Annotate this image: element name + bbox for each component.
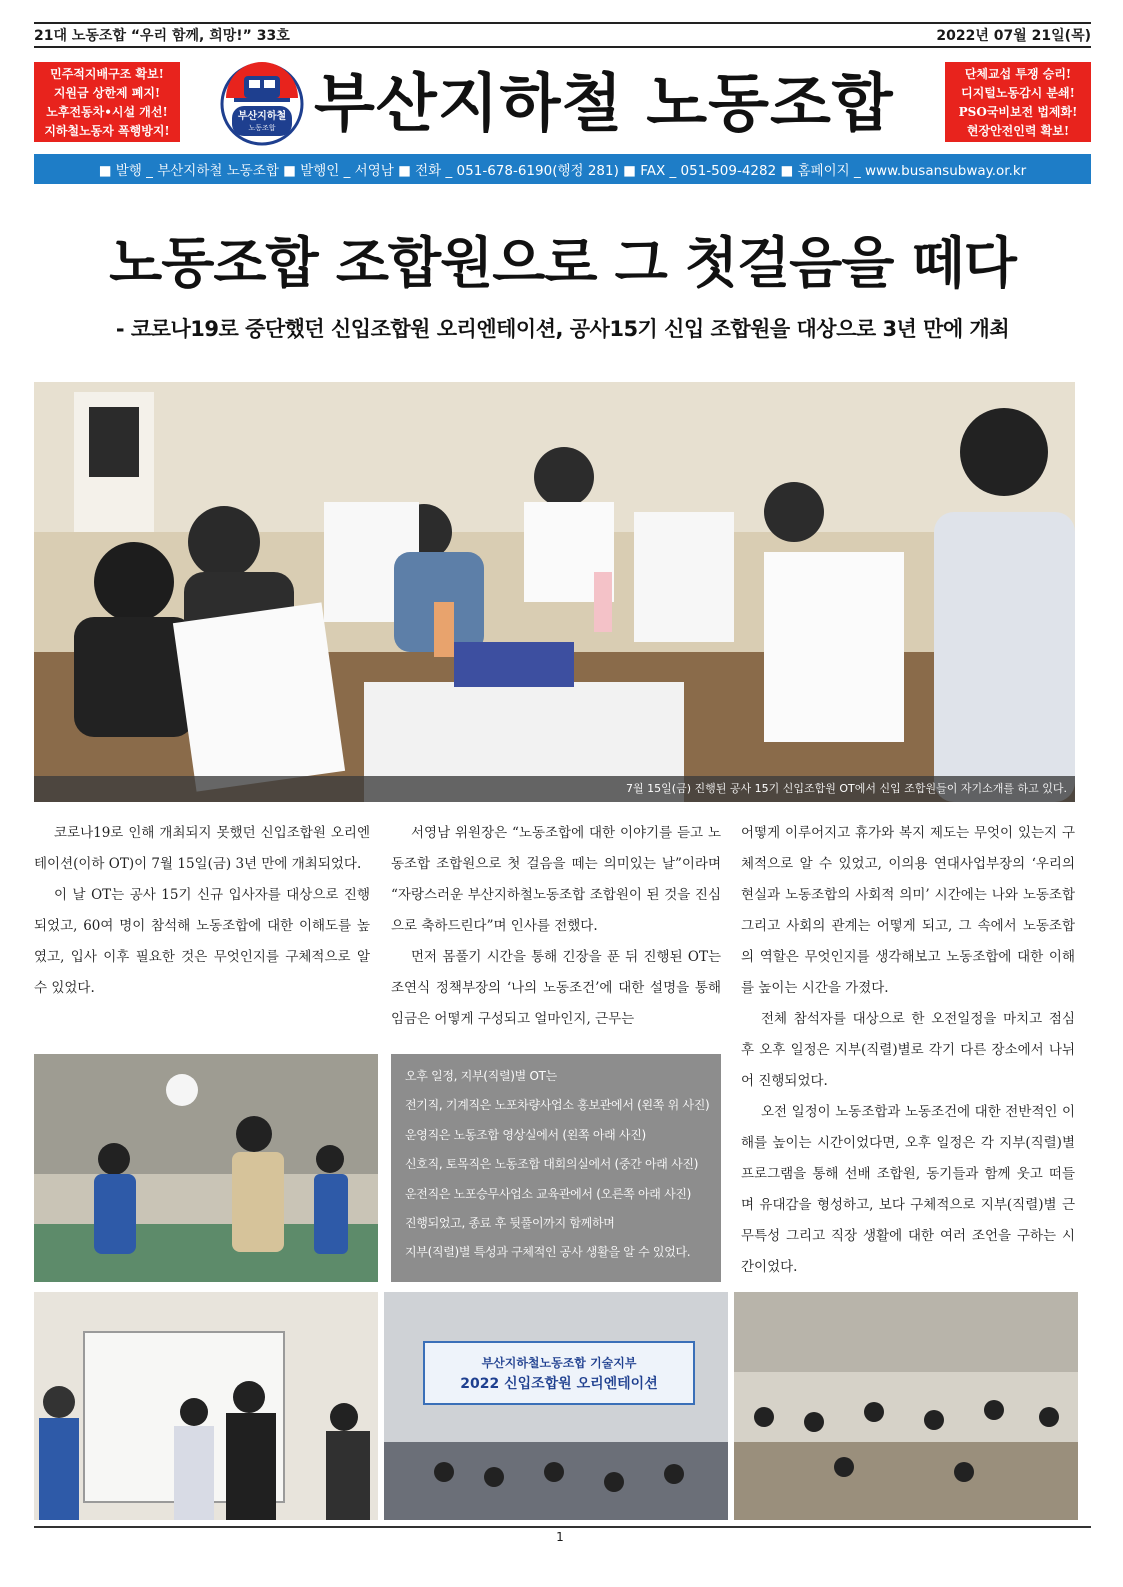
paragraph: 전체 참석자를 대상으로 한 오전일정을 마치고 점심 후 오후 일정은 지부(직렬)별로 각기 다른 장소에서 나뉘어 진행되었다. [741, 1011, 1075, 1089]
slogan: 현장안전인력 확보! [966, 124, 1070, 138]
schedule-line: 운전직은 노포승무사업소 교육관에서 (오른쪽 아래 사진) [405, 1186, 692, 1201]
footer-rule [34, 1526, 1091, 1528]
slogan: 지하철노동자 폭행방지! [44, 124, 170, 138]
photo-image [384, 1292, 728, 1520]
banner-line-1: 부산지하철노동조합 기술지부 [481, 1356, 637, 1370]
paragraph: 오전 일정이 노동조합과 노동조건에 대한 전반적인 이해를 높이는 시간이었다면, 오후 일정은 각 지부(직렬)별 프로그램을 통해 선배 조합원, 동기들과 함께 웃고 떠들며 유대감을 형성하고, 보다 구체적으로 지부(직렬)별 근무특성 그리고 직장 생활에 대한 여러 조언을 구하는 시간이었다. [741, 1104, 1075, 1275]
issue-line [34, 22, 1091, 48]
schedule-line: 신호직, 토목직은 노동조합 대회의실에서 (중간 아래 사진) [405, 1157, 699, 1172]
right-slogan-box [945, 62, 1091, 142]
union-logo-icon [220, 62, 304, 146]
main-photo [34, 382, 1075, 802]
photo-driving [734, 1292, 1078, 1520]
photo-image [34, 1054, 378, 1282]
photo-signal-civil [384, 1292, 728, 1520]
issue-number: 21대 노동조합 “우리 함께, 희망!” 33호 [34, 28, 290, 44]
afternoon-schedule-box [391, 1054, 721, 1282]
schedule-line: 운영직은 노동조합 영상실에서 (왼쪽 아래 사진) [405, 1127, 646, 1142]
publisher-info-bar: ■ 발행 _ 부산지하철 노동조합 ■ 발행인 _ 서영남 ■ 전화 _ 051-678-6190(행정 281) ■ FAX _ 051-509-4282 ■ 홈페이지 _ www.busansubway.or.kr [34, 154, 1091, 184]
left-slogan-box [34, 62, 180, 142]
article-subhead: - 코로나19로 중단했던 신입조합원 오리엔테이션, 공사15기 신입 조합원을 대상으로 3년 만에 개최 [115, 317, 1010, 341]
schedule-line: 오후 일정, 지부(직렬)별 OT는 [405, 1069, 557, 1083]
paragraph: 어떻게 이루어지고 휴가와 복지 제도는 무엇이 있는지 구체적으로 알 수 있었고, 이의용 연대사업부장의 ‘우리의 현실과 노동조합의 사회적 의미’ 시간에는 나와 노동조합 그리고 사회의 관계는 어떻게 되고, 그 속에서 노동조합의 역할은 무엇인지를 생각해보고 노동조합에 대한 이해를 높이는 시간을 가졌다. [741, 825, 1075, 996]
slogan: 노후전동차•시설 개선! [46, 105, 168, 119]
slogan: PSO국비보전 법제화! [958, 105, 1078, 119]
issue-date: 2022년 07월 21일(목) [936, 28, 1091, 44]
paragraph: 코로나19로 인해 개최되지 못했던 신입조합원 오리엔테이션(이하 OT)이 7월 15일(금) 3년 만에 개최되었다. [34, 825, 370, 872]
logo-text: 부산지하철 [237, 111, 287, 122]
main-photo-caption: 7월 15일(금) 진행된 공사 15기 신입조합원 OT에서 신입 조합원들이 자기소개를 하고 있다. [34, 776, 1075, 802]
photo-electric-mechanical [34, 1054, 378, 1282]
schedule-line: 진행되었고, 종료 후 뒷풀이까지 함께하며 [405, 1216, 615, 1231]
paragraph: 서영남 위원장은 “노동조합에 대한 이야기를 듣고 노동조합 조합원으로 첫 걸음을 떼는 의미있는 날”이라며 “자랑스러운 부산지하철노동조합 조합원이 된 것을 진심으로 축하드린다”며 인사를 전했다. [391, 825, 721, 934]
orientation-photo-image [34, 382, 1075, 802]
schedule-line: 전기직, 기계직은 노포차량사업소 홍보관에서 (왼쪽 위 사진) [405, 1098, 710, 1113]
article-column-1 [34, 818, 370, 1004]
logo-subtext: 노동조합 [248, 124, 276, 132]
slogan: 민주적지배구조 확보! [50, 67, 164, 81]
photo-image [34, 1292, 378, 1520]
slogan: 지원금 상한제 폐지! [53, 86, 161, 100]
slogan: 단체교섭 투쟁 승리! [964, 67, 1072, 81]
masthead-title: 부산지하철 노동조합 [314, 67, 894, 140]
paragraph: 먼저 몸풀기 시간을 통해 긴장을 푼 뒤 진행된 OT는 조연식 정책부장의 ‘나의 노동조건’에 대한 설명을 통해 임금은 어떻게 구성되고 얼마인지, 근무는 [391, 949, 721, 1027]
banner-line-2: 2022 신입조합원 오리엔테이션 [460, 1376, 658, 1392]
paragraph: 이 날 OT는 공사 15기 신규 입사자를 대상으로 진행되었고, 60여 명이 참석해 노동조합에 대한 이해도를 높였고, 입사 이후 필요한 것은 무엇인지를 구체적으로 알 수 있었다. [34, 887, 370, 996]
photo-image [734, 1292, 1078, 1520]
photo-operations [34, 1292, 378, 1520]
union-logo [220, 62, 304, 146]
article-column-2 [391, 818, 721, 1035]
schedule-line: 지부(직렬)별 특성과 구체적인 공사 생활을 알 수 있었다. [405, 1245, 691, 1260]
article-headline: 노동조합 조합원으로 그 첫걸음을 떼다 [109, 231, 1016, 295]
page-number: 1 [556, 1530, 564, 1544]
article-column-3 [741, 818, 1075, 1283]
slogan: 디지털노동감시 분쇄! [961, 86, 1075, 100]
